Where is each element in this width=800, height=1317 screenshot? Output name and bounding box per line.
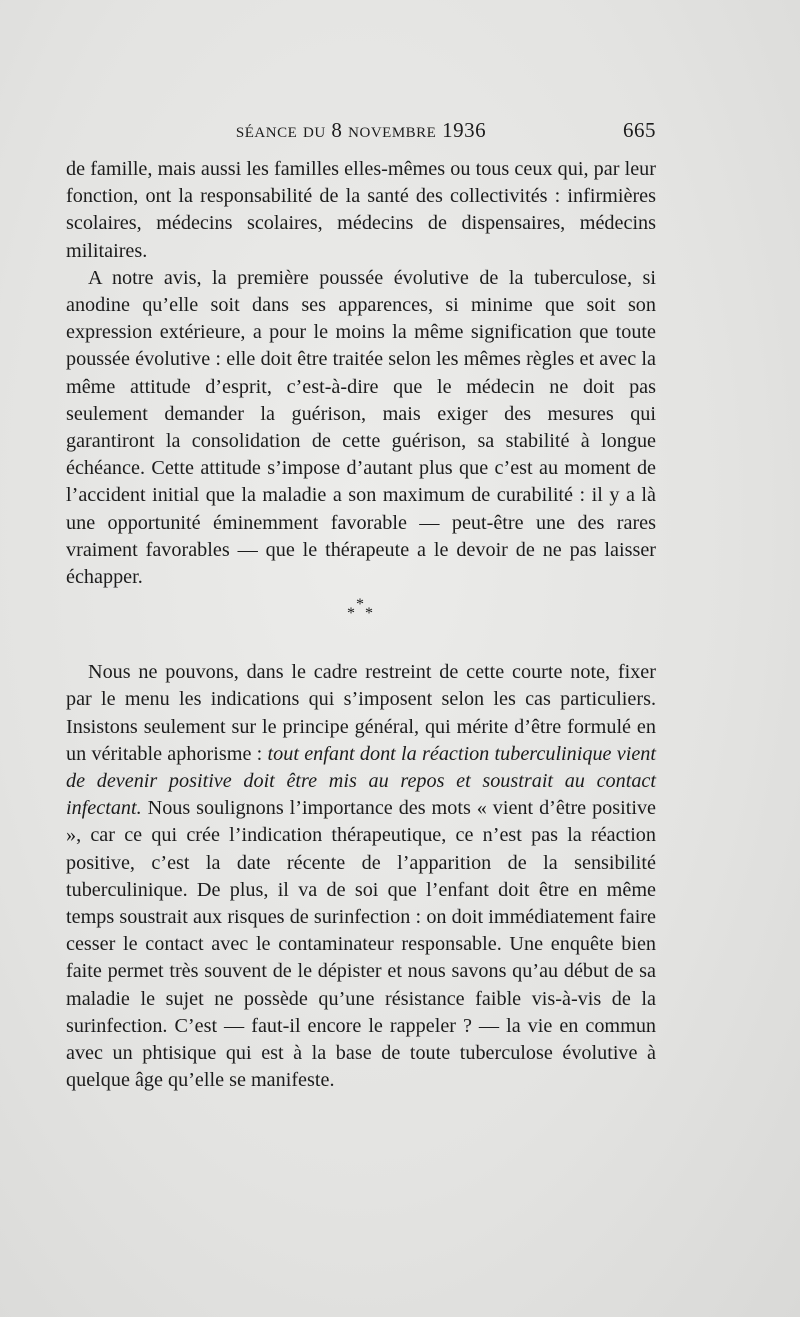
paragraph-3-start: Nous ne pouvons, dans le cadre restreint de cette courte note, fixer par le menu les indications qui s’imposent selon les cas particuliers. Insistons seulement sur le principe général, qui mérite d’être formulé en un véritable aphorisme :: [66, 661, 656, 765]
asterism-star-left: *: [347, 605, 355, 623]
page-header: [66, 118, 656, 150]
paragraph-1: de famille, mais aussi les familles elles-mêmes ou tous ceux qui, par leur fonction, ont la responsabilité de la santé des collectivités : infirmières scolaires, médecins scolaires, médecins de dispensaires, médecins militaires.: [66, 158, 656, 262]
paragraph-2: A notre avis, la première poussée évolutive de la tuberculose, si anodine qu’elle soit dans ses apparences, si minime que soit son expression extérieure, a pour le moins la même signification que toute poussée évolutive : elle doit être traitée selon les mêmes règles et avec la même attitude d’esprit, c’est-à-dire que le médecin ne doit pas seulement demander la guérison, mais exiger des mesures qui garantiront la consolidation de cette guérison, sa stabilité à longue échéance. Cette attitude s’impose d’autant plus que c’est au moment de l’accident initial que la maladie a son maximum de curabilité : il y a là une opportunité éminemment favorable — peut-être une des rares vraiment favorables — que le thérapeute a le devoir de ne pas laisser échapper.: [66, 266, 656, 589]
page-number: 665: [623, 118, 656, 142]
body-text: [66, 156, 656, 1095]
aphorism-italic: tout enfant dont la réaction tuberculinique vient de devenir positive doit être mis au repos et soustrait au contact infectant.: [66, 742, 656, 820]
asterism-star-top: *: [356, 596, 364, 614]
paragraph-3-end: Nous soulignons l’importance des mots « vient d’être positive », car ce qui crée l’indication thérapeutique, ce n’est pas la réaction positive, c’est la date récente de l’apparition de la sensibilité tuberculinique. De plus, il va de soi que l’enfant doit être en même temps soustrait aux risques de surinfection : on doit immédiatement faire cesser le contact avec le contaminateur responsable. Une enquête bien faite permet très souvent de le dépister et nous savons qu’au début de sa maladie le sujet ne possède qu’une résistance faible vis-à-vis de la surinfection. C’est — faut-il encore le rappeler ? — la vie en commun avec un phtisique qui est à la base de toute tuberculose évolutive à quelque âge qu’elle se manifeste.: [66, 797, 656, 1092]
asterism-star-right: *: [365, 605, 373, 623]
asterism-divider: [66, 591, 656, 651]
paragraph-3: [66, 659, 656, 1094]
running-head: séance du 8 novembre 1936: [235, 118, 487, 142]
